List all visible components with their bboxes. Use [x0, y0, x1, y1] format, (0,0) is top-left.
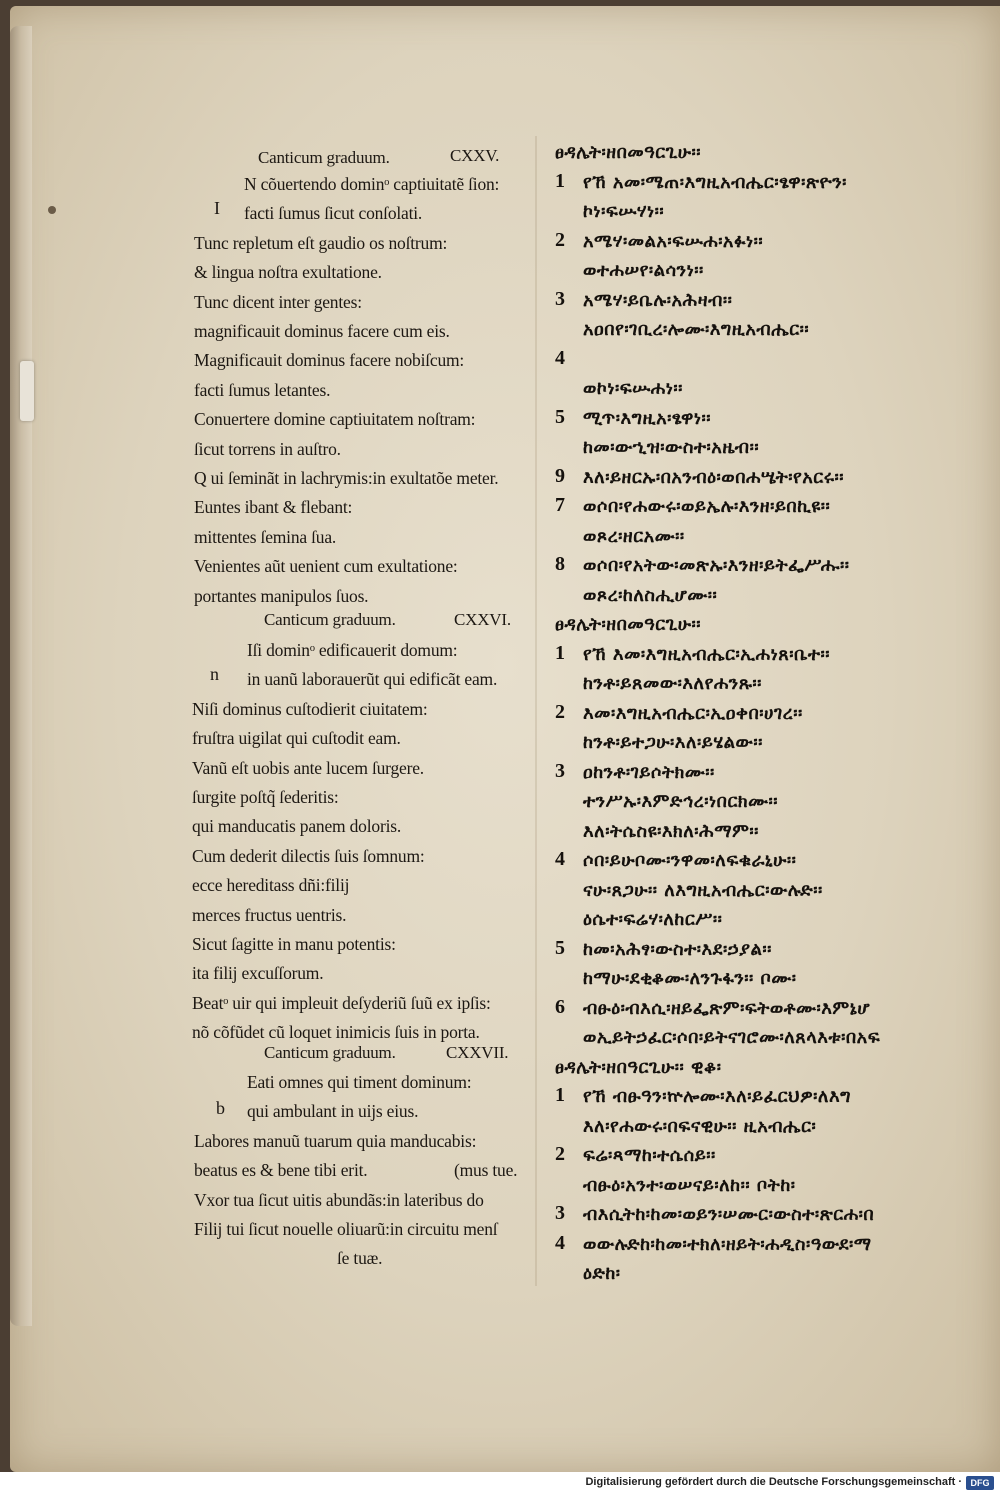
geez-verse-line: የኸ ብፁዓን፡ኵሎሙ፡እለ፡ይፈርህዎ፡ለእግ — [583, 1086, 852, 1107]
geez-verse-line: እለ፡የሐውሩ፡በፍናዊሁ፡፡ ዚአብሔር፡ — [583, 1115, 817, 1137]
geez-verse-line: አሜሃ፡ይቤሉ፡አሕዛብ፡፡ — [583, 289, 733, 311]
drop-initial: I — [214, 198, 220, 218]
ink-spot — [48, 206, 56, 214]
latin-verse-line: Magnificauit dominus facere nobiſcum: — [194, 350, 465, 371]
latin-verse-line: facti ſumus ſicut conſolati. — [244, 203, 423, 224]
geez-psalm-heading: ፀዳሌት፡ዘበመዓርጊሁ፡፡ — [555, 142, 702, 163]
latin-verse-line: N cõuertendo dominᵒ captiuitatẽ ſion: — [244, 174, 500, 194]
column-gutter — [535, 136, 537, 1286]
geez-verse-line: ከመ፡አሕፃ፡ውስተ፡እደ፡ኃያል፡፡ — [583, 938, 772, 960]
verse-number: 3 — [555, 287, 565, 310]
psalm-heading: Canticum graduum. — [258, 148, 390, 167]
latin-verse-line: Tunc repletum eſt gaudio os noſtrum: — [194, 232, 448, 253]
latin-verse-line: qui ambulant in uijs eius. — [247, 1101, 419, 1122]
verse-number: 3 — [555, 759, 565, 782]
latin-verse-line: Conuertere domine captiuitatem noſtram: — [194, 409, 476, 430]
geez-verse-line: እለ፡ትሴስዩ፡እክለ፡ሕማም፡፡ — [583, 820, 759, 842]
geez-verse-line: ከመ፡ውኂዝ፡ውስተ፡አዜብ፡፡ — [583, 437, 760, 458]
verse-number: 4 — [555, 1231, 565, 1254]
latin-verse-line: beatus es & bene tibi erit. — [194, 1160, 368, 1181]
verse-number: 7 — [555, 494, 565, 516]
latin-verse-line: Vxor tua ſicut uitis abundãs:in lateribus do — [194, 1189, 484, 1210]
verse-number: 8 — [555, 553, 565, 575]
geez-verse-line: ኮነ፡ፍሡሃነ፡፡ — [583, 201, 665, 222]
latin-verse-line: Niſi dominus cuſtodierit ciuitatem: — [192, 698, 428, 719]
verse-number: 1 — [555, 169, 565, 192]
psalm-heading: Canticum graduum. — [264, 610, 396, 629]
latin-verse-line: Tunc dicent inter gentes: — [194, 291, 362, 312]
geez-psalm-heading: ፀዳሌት፡ዘበዓርጊሁ፡፡ ዊቆ፡ — [555, 1056, 722, 1078]
latin-verse-line: facti ſumus letantes. — [194, 379, 331, 400]
verse-number: 3 — [555, 1202, 565, 1224]
bookmark-tab — [20, 361, 34, 421]
geez-verse-line: እለ፡ይዘርኡ፡በአንብዕ፡ወበሐሤት፡የአርሩ፡፡ — [583, 466, 845, 488]
drop-initial: b — [216, 1098, 225, 1118]
verse-number: 5 — [555, 405, 565, 428]
verse-number: 4 — [555, 346, 565, 369]
geez-verse-line: እመ፡እግዚአብሔር፡ኢዐቀበ፡ሀገረ፡፡ — [583, 702, 803, 724]
geez-verse-line: አሜሃ፡መልአ፡ፍሡሐ፡አፉነ፡፡ — [583, 230, 764, 252]
latin-verse-line: Sicut ſagitte in manu potentis: — [192, 934, 396, 954]
latin-verse-line: Cum dederit dilectis ſuis ſomnum: — [192, 845, 425, 866]
funding-credit: Digitalisierung gefördert durch die Deutsche Forschungsgemeinschaft · — [585, 1476, 962, 1488]
psalm-number: CXXVII. — [446, 1043, 509, 1062]
page-fore-edge — [10, 26, 32, 1326]
geez-verse-line: ወሶበ፡የሐውሩ፡ወይኤሉ፡እንዘ፡ይበኪዩ፡፡ — [583, 496, 831, 517]
geez-verse-line: ወኢይትኃፈር፡ሶበ፡ይትናገሮሙ፡ለጸላእቱ፡በአፍ — [583, 1027, 881, 1048]
latin-verse-line: ſicut torrens in auſtro. — [194, 438, 341, 459]
latin-verse-line: (mus tue. — [454, 1160, 518, 1181]
latin-verse-line: Venientes aũt uenient cum exultatione: — [194, 556, 458, 577]
geez-verse-line: ብፁዕ፡አንተ፡ወሠናይ፡ለከ፡፡ ቦትከ፡ — [583, 1174, 796, 1196]
latin-verse-line: Beatᵒ uir qui impleuit deſyderiũ ſuũ ex ipſis: — [192, 992, 491, 1013]
geez-verse-line: ወተሐሠየ፡ልሳንነ፡፡ — [583, 260, 704, 281]
latin-verse-line: portantes manipulos ſuos. — [194, 585, 369, 606]
latin-verse-line: Euntes ibant & flebant: — [194, 497, 353, 518]
geez-verse-line: የኸ እመ፡እግዚአብሔር፡ኢሐነጸ፡ቤተ፡፡ — [583, 643, 830, 665]
geez-psalm-heading: ፀዳሌት፡ዘበመዓርጊሁ፡፡ — [555, 614, 702, 635]
verse-number: 1 — [555, 1084, 565, 1106]
verse-number: 2 — [555, 1143, 565, 1165]
geez-verse-line: ወጾረ፡ዘርአሙ፡፡ — [583, 525, 685, 547]
latin-verse-line: ſe tuæ. — [337, 1248, 383, 1269]
geez-verse-line: ወጾረ፡ከለስሒሆሙ፡፡ — [583, 584, 718, 606]
latin-verse-line: in uanũ laborauerũt qui edificãt eam. — [247, 669, 498, 690]
latin-verse-line: ecce hereditass dñi:filij — [192, 875, 350, 896]
geez-verse-line: ዕድከ፡ — [583, 1263, 621, 1284]
geez-verse-line: ሚጥ፡እግዚአ፡ፄዋነ፡፡ — [583, 407, 711, 429]
verse-number: 5 — [555, 936, 565, 959]
latin-verse-line: Vanũ eſt uobis ante lucem ſurgere. — [192, 757, 424, 778]
geez-verse-line: ከንቶ፡ይጸመው፡እለየሐንጹ፡፡ — [583, 673, 762, 694]
verse-number: 2 — [555, 228, 565, 251]
verse-number: 2 — [555, 700, 565, 723]
verse-number: 9 — [555, 464, 565, 487]
geez-verse-line: ብፁዕ፡ብእሲ፡ዘይፌጽም፡ፍትወቶሙ፡እምኔሆ — [583, 997, 871, 1019]
latin-verse-line: Eati omnes qui timent dominum: — [247, 1072, 472, 1092]
latin-verse-line: nõ cõfũdet cũ loquet inimicis ſuis in porta. — [192, 1022, 480, 1043]
psalm-number: CXXV. — [450, 146, 500, 165]
geez-verse-line: ወሶበ፡የአትው፡መጽኡ፡እንዘ፡ይትፌሥሑ፡፡ — [583, 555, 850, 576]
geez-verse-line: አዐበየ፡ገቢረ፡ሎሙ፡እግዚአብሔር፡፡ — [583, 319, 810, 340]
geez-verse-line: ከማሁ፡ደቂቆሙ፡ለንጉፋን፡፡ ቦሙ፡ — [583, 968, 797, 989]
psalm-number: CXXVI. — [454, 610, 511, 629]
latin-verse-line: ſurgite poſtq̃ ſederitis: — [192, 787, 339, 807]
geez-verse-line: የኸ አመ፡ሜጠ፡እግዚአብሔር፡ፄዋ፡ጽዮን፡ — [583, 171, 847, 193]
latin-verse-line: & lingua noſtra exultatione. — [194, 262, 382, 283]
verse-number: 1 — [555, 641, 565, 664]
geez-verse-line: ተንሥኡ፡እምድኅረ፡ነበርክሙ፡፡ — [583, 791, 779, 812]
geez-verse-line: ፍሬ፡ጻማከ፡ተሴሰይ፡፡ — [583, 1145, 716, 1166]
geez-verse-line: ዐከንቶ፡ገይሶትክሙ፡፡ — [583, 761, 715, 783]
latin-verse-line: fruſtra uigilat qui cuſtodit eam. — [192, 728, 401, 749]
latin-verse-line: Filij tui ſicut nouelle oliuarũ:in circuitu menſ — [194, 1219, 498, 1239]
psalm-heading: Canticum graduum. — [264, 1043, 396, 1062]
geez-verse-line: ብእሲትከ፡ከመ፡ወይን፡ሠሙር፡ውስተ፡ጽርሐ፡በ — [583, 1204, 875, 1225]
latin-verse-line: merces fructus uentris. — [192, 904, 347, 925]
geez-verse-line: ዕሴተ፡ፍሬሃ፡ለከርሥ፡፡ — [583, 909, 723, 930]
latin-verse-line: Labores manuũ tuarum quia manducabis: — [194, 1130, 477, 1151]
latin-verse-line: Iſi dominᵒ edificauerit domum: — [247, 640, 458, 660]
dfg-logo: DFG — [966, 1476, 994, 1490]
geez-verse-line: ወውሉድከ፡ከመ፡ተክለ፡ዘይት፡ሐዲስ፡ዓውደ፡ማ — [583, 1233, 872, 1255]
geez-verse-line: ከንቶ፡ይተጋሁ፡እለ፡ይሄልው፡፡ — [583, 732, 763, 753]
latin-verse-line: Q ui ſeminãt in lachrymis:in exultatõe meter. — [194, 468, 499, 488]
geez-verse-line: ወኮነ፡ፍሡሐነ፡፡ — [583, 378, 683, 399]
latin-verse-line: mittentes ſemina ſua. — [194, 526, 337, 547]
drop-initial: n — [210, 664, 219, 684]
latin-verse-line: ita filij excuſſorum. — [192, 963, 324, 984]
latin-verse-line: qui manducatis panem doloris. — [192, 816, 402, 837]
verse-number: 4 — [555, 848, 565, 870]
latin-verse-line: magnificauit dominus facere cum eis. — [194, 321, 450, 341]
footer-bar — [0, 1472, 1000, 1496]
verse-number: 6 — [555, 995, 565, 1018]
geez-verse-line: ሶበ፡ይሁቦሙ፡ንዋመ፡ለፍቁራኒሁ፡፡ — [583, 850, 797, 871]
geez-verse-line: ናሁ፡ጸጋሁ፡፡ ለእግዚአብሔር፡ውሉድ፡፡ — [583, 879, 823, 901]
